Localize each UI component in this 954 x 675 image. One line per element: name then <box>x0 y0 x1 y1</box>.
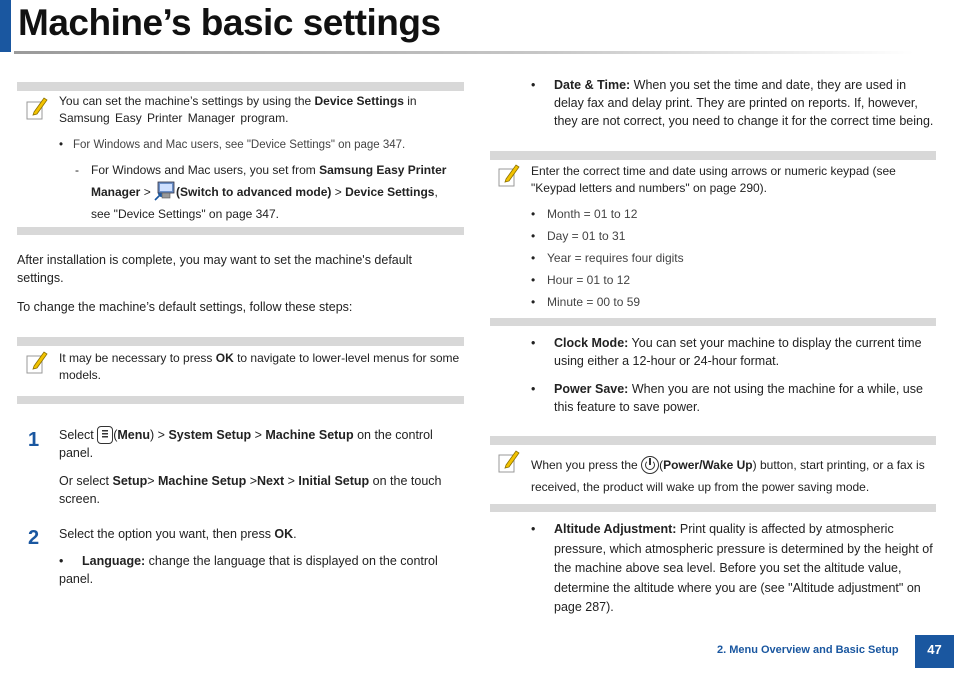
step1-or-setup: Setup <box>112 474 148 488</box>
altitude-label: Altitude Adjustment: <box>554 522 677 536</box>
page-number: 47 <box>915 635 954 668</box>
clock-mode-label: Clock Mode: <box>554 336 629 350</box>
note1-text-a: You can set the machine’s settings by using the <box>59 94 315 108</box>
note3-text: Enter the correct time and date using arrows or numeric keypad (see "Keypad letters and numbers" on page 290). <box>531 164 896 196</box>
note1-sub-f: > <box>331 185 346 199</box>
list-item: • Month = 01 to 12 <box>531 207 638 221</box>
note-band-bottom <box>490 318 936 326</box>
note1-text <box>59 93 459 128</box>
step1-a: Select <box>59 428 98 442</box>
intro-p1: After installation is complete, you may want to set the machine's default settings. <box>17 253 412 286</box>
power-save-text: When you are not using the machine for a while, use this feature to save power. <box>554 382 923 415</box>
note1-sub-b: Samsung Easy Printer <box>319 163 447 177</box>
title-rule <box>14 51 914 54</box>
note4-power-wake: Power/Wake Up <box>663 458 753 472</box>
bullet-dot: • <box>531 382 536 396</box>
step1-or-i: on the touch screen. <box>59 474 442 507</box>
step1-h: on the control panel. <box>59 428 433 461</box>
dash-marker: - <box>75 163 79 177</box>
clock-mode-item <box>554 334 938 370</box>
note1-device-settings: Device Settings <box>314 94 404 108</box>
range-month: Month = 01 to 12 <box>547 207 638 221</box>
note1-sub-e: (Switch to advanced mode) <box>176 185 332 199</box>
step1-d: ) > <box>150 428 169 442</box>
step1-f: > <box>251 428 266 442</box>
note-band-bottom <box>490 504 936 512</box>
range-day: Day = 01 to 31 <box>547 229 626 243</box>
note1-sub-g: Device Settings <box>345 185 435 199</box>
step1-machine-setup: Machine Setup <box>265 428 354 442</box>
note4-text <box>531 454 936 498</box>
step1-or-a: Or select <box>59 474 113 488</box>
range-minute: Minute = 00 to 59 <box>547 295 641 309</box>
note-pencil-icon <box>26 350 48 374</box>
bullet-dot: • <box>531 336 536 350</box>
bullet-dot: • <box>531 78 536 92</box>
note2-text <box>59 350 464 385</box>
note-band-top <box>490 436 936 445</box>
language-text: change the language that is displayed on the control panel. <box>59 554 438 587</box>
range-hour: Hour = 01 to 12 <box>547 273 631 287</box>
step-1-text <box>59 426 459 462</box>
note-pencil-icon <box>498 163 520 187</box>
page-title: Machine’s basic settings <box>18 2 441 43</box>
step2-ok: OK <box>274 527 294 541</box>
advanced-mode-icon <box>154 181 176 201</box>
list-item: • Minute = 00 to 59 <box>531 295 641 309</box>
step1-or-g: > <box>284 474 299 488</box>
altitude-text: Print quality is affected by atmospheric pressure, which atmospheric pressure is determined by the height of the machine above sea level. Before you set the altitude value, determine the altitude where you are (see "Altitude adjustment" on page 287). <box>554 522 933 614</box>
step-1-number: 1 <box>28 429 40 451</box>
note1-sub-a: For Windows and Mac users, you set from <box>91 163 320 177</box>
altitude-item <box>554 520 938 618</box>
note1-sub-d: > <box>140 185 155 199</box>
step2-a: Select the option you want, then press <box>59 527 275 541</box>
note2-c: to navigate to lower-level menus for some models. <box>59 351 460 383</box>
note-pencil-icon <box>498 449 520 473</box>
note1-bullet <box>59 137 459 154</box>
bullet-dot: • <box>59 554 64 568</box>
step1-or-e: > <box>246 474 258 488</box>
date-time-label: Date & Time: <box>554 78 631 92</box>
note1-sub-h: , <box>434 185 438 199</box>
note1-subitem <box>75 159 460 225</box>
step1-or-initial-setup: Initial Setup <box>298 474 370 488</box>
menu-icon <box>97 426 113 444</box>
language-item <box>59 552 459 588</box>
power-save-item <box>554 380 938 416</box>
title-accent-bar <box>0 0 11 52</box>
note4-d: ) button, start printing, or a fax is received, the product will wake up from the power saving mode. <box>531 458 925 494</box>
note-band-bottom <box>17 227 464 235</box>
step1-or-machine-setup: Machine Setup <box>158 474 247 488</box>
bullet-dot: • <box>531 522 536 536</box>
step2-c: . <box>293 527 297 541</box>
clock-mode-text: You can set your machine to display the current time using either a 12-hour or 24-hour format. <box>554 336 922 369</box>
note2-a: It may be necessary to press <box>59 351 216 365</box>
list-item: • Hour = 01 to 12 <box>531 273 631 287</box>
note-pencil-icon <box>26 96 48 120</box>
step-2-text <box>59 525 459 543</box>
step1-b: ( <box>113 428 118 442</box>
step1-system-setup: System Setup <box>168 428 252 442</box>
footer-section: 2. Menu Overview and Basic Setup <box>717 644 899 656</box>
note1-sub-c: Manager <box>91 185 141 199</box>
intro-p2: To change the machine’s default settings, follow these steps: <box>17 300 353 314</box>
note-band-top <box>17 82 464 91</box>
note1-bullet-text: For Windows and Mac users, see "Device Settings" on page 347. <box>73 139 406 151</box>
step-1-alt-text <box>59 472 459 508</box>
list-item: • Day = 01 to 31 <box>531 229 626 243</box>
power-icon <box>641 456 659 474</box>
note1-text-c: in <box>403 94 417 108</box>
step1-or-c: > <box>147 474 159 488</box>
list-item: • Year = requires four digits <box>531 251 684 265</box>
power-save-label: Power Save: <box>554 382 629 396</box>
note-band-top <box>490 151 936 160</box>
bullet-dot: • <box>59 139 64 151</box>
note1-sub-i: see "Device Settings" on page 347. <box>91 207 279 221</box>
step1-or-next: Next <box>257 474 285 488</box>
note1-line2: Samsung Easy Printer Manager program. <box>59 111 289 126</box>
range-list <box>531 203 931 313</box>
note-band-bottom <box>17 396 464 404</box>
note4-a: When you press the <box>531 458 642 472</box>
note-band-top <box>17 337 464 346</box>
step-2-number: 2 <box>28 527 40 549</box>
language-label: Language: <box>82 554 146 568</box>
note4-b: ( <box>659 458 664 472</box>
date-time-item <box>554 76 938 130</box>
note2-ok: OK <box>215 351 234 365</box>
range-year: Year = requires four digits <box>547 251 684 265</box>
date-time-text: When you set the time and date, they are used in delay fax and delay print. They are printed on reports. If, however, they are not correct, you need to change it for the correct time being. <box>554 78 934 129</box>
step1-menu: Menu <box>117 428 151 442</box>
